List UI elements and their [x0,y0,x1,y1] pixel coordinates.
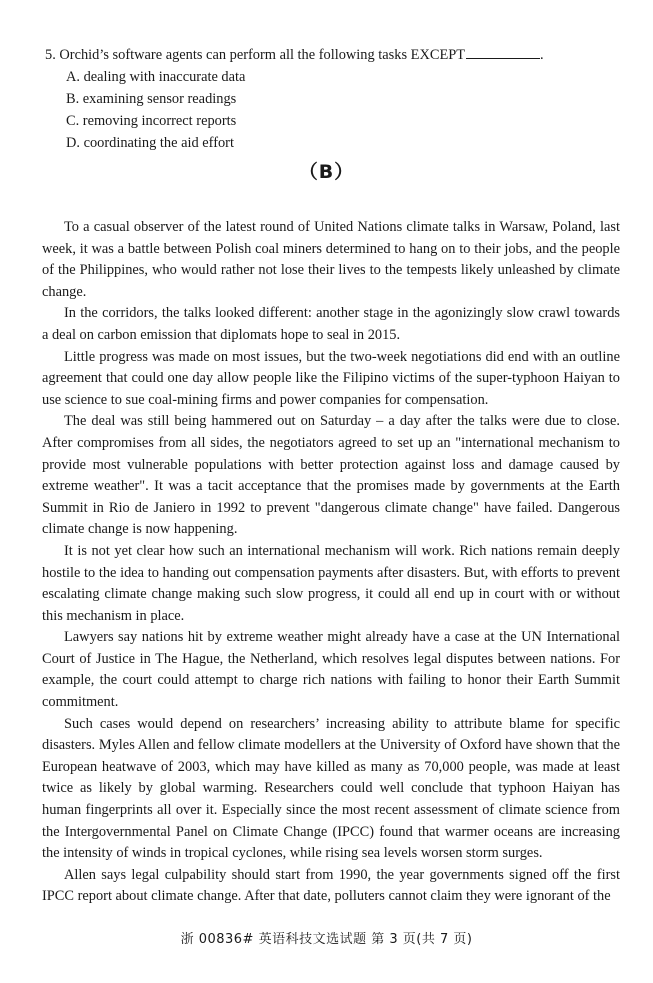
paragraph: Little progress was made on most issues, but the two-week negotiations did end with an outline agreement that could one day allow people like the Filipino victims of the super-typhoon Haiyan to use science to sue coal-mining firms and power companies for compensation. [42,348,620,408]
paragraph: The deal was still being hammered out on Saturday – a day after the talks were due to close. After compromises from all sides, the negotiators agreed to set up an "international mechanism to provide most vulnerable populations with better protection against loss and damage caused by extreme weather". It was a tacit acceptance that the promises made by governments at the Earth Summit in Rio de Janiero in 1992 to prevent "dangerous climate change" have failed. Dangerous climate change is now happening. [42,413,620,538]
option-c: C. removing incorrect reports [66,113,237,129]
section-title: （B） [298,161,355,183]
answer-options [45,66,625,154]
paragraph: Such cases would depend on researchers’ increasing ability to attribute blame for specific disasters. Myles Allen and fellow climate modellers at the University of Oxford have shown that the European heatwave of 2003, which may have killed as many as 70,000 people, was made at least twice as likely by global warming. Researchers could well conclude that typhoon Haiyan has human fingerprints all over it. Especially since the most recent assessment of climate science from the Intergovernmental Panel on Climate Change (IPCC) found that warmer oceans are increasing the intensity of winds in tropical cyclones, while rising sea levels worsen storm surges. [42,715,620,862]
question-stem [45,44,625,66]
paragraph: Allen says legal culpability should start from 1990, the year governments signed off the first IPCC report about climate change. After that date, polluters cannot claim they were ignorant of the [42,866,620,905]
question-5 [45,44,625,154]
question-stem-text: 5. Orchid’s software agents can perform all the following tasks EXCEPT [45,47,466,63]
paragraph: It is not yet clear how such an international mechanism will work. Rich nations remain deeply hostile to the idea to handing out compensation payments after disasters. But, with efforts to prevent escalating climate change making such slow progress, it could all end up in court with or without this mechanism in place. [42,542,620,624]
reading-passage [42,217,620,908]
option-a: A. dealing with inaccurate data [66,69,246,85]
paragraph: To a casual observer of the latest round of United Nations climate talks in Warsaw, Poland, last week, it was a battle between Polish coal miners determined to hang on to their jobs, and the people of the Philippines, who would rather not lose their lives to the tempests likely unleashed by climate change. [42,219,620,300]
question-stem-end: . [540,47,544,63]
paragraph: Lawyers say nations hit by extreme weather might already have a case at the UN International Court of Justice in The Hague, the Netherland, which resolves legal disputes between nations. For example, the court could attempt to charge rich nations with failing to honor their Earth Summit commitment. [42,629,620,711]
answer-blank [466,44,540,59]
page-footer: 浙 00836# 英语科技文选试题 第 3 页(共 7 页) [180,932,473,947]
option-d: D. coordinating the aid effort [66,135,234,151]
option-b: B. examining sensor readings [66,91,237,107]
paragraph: In the corridors, the talks looked different: another stage in the agonizingly slow crawl towards a deal on carbon emission that diplomats hope to seal in 2015. [42,305,620,343]
